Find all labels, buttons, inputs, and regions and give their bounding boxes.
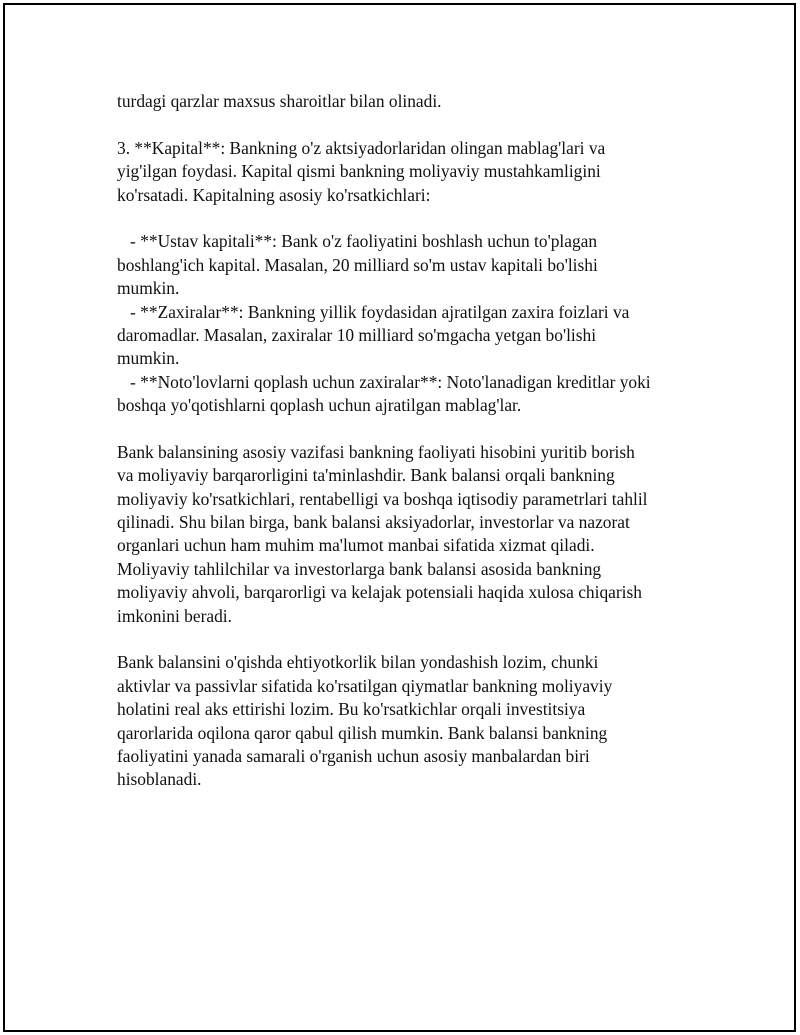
text-line: aktivlar va passivlar sifatida ko'rsatilgan qiymatlar bankning moliyaviy bbox=[117, 675, 613, 696]
text-line: boshlang'ich kapital. Masalan, 20 milliard so'm ustav kapitali bo'lishi bbox=[117, 254, 598, 275]
text-line: qarorlarida oqilona qaror qabul qilish mumkin. Bank balansi bankning bbox=[117, 722, 608, 743]
text-line: - **Zaxiralar**: Bankning yillik foydasidan ajratilgan zaxira foizlari va bbox=[117, 301, 630, 322]
text-line: turdagi qarzlar maxsus sharoitlar bilan olinadi. bbox=[117, 91, 442, 111]
text-line: mumkin. bbox=[117, 348, 180, 369]
text-line: Bank balansining asosiy vazifasi bankning faoliyati hisobini yuritib borish bbox=[117, 441, 635, 462]
text-line: va moliyaviy barqarorligini ta'minlashdir. Bank balansi orqali bankning bbox=[117, 465, 615, 486]
text-line: boshqa yo'qotishlarni qoplash uchun ajratilgan mablag'lar. bbox=[117, 395, 522, 416]
text-line: holatini real aks ettirishi lozim. Bu ko'rsatkichlar orqali investitsiya bbox=[117, 699, 586, 720]
text-line: mumkin. bbox=[117, 278, 180, 299]
text-line: moliyaviy ko'rsatkichlari, rentabelligi va boshqa iqtisodiy parametrlari tahlil bbox=[117, 488, 648, 509]
document-body bbox=[117, 90, 697, 792]
text-line: qilinadi. Shu bilan birga, bank balansi aksiyadorlar, investorlar va nazorat bbox=[117, 512, 630, 533]
text-line: imkonini beradi. bbox=[117, 605, 232, 626]
text-line: ko'rsatadi. Kapitalning asosiy ko'rsatkichlari: bbox=[117, 184, 431, 205]
text-line: Moliyaviy tahlilchilar va investorlarga bank balansi asosida bankning bbox=[117, 558, 602, 579]
text-line bbox=[117, 628, 697, 651]
text-line bbox=[117, 113, 697, 136]
text-line: daromadlar. Masalan, zaxiralar 10 milliard so'mgacha yetgan bo'lishi bbox=[117, 324, 597, 345]
text-line: hisoblanadi. bbox=[117, 769, 202, 790]
text-line: faoliyatini yanada samarali o'rganish uchun asosiy manbalardan biri bbox=[117, 745, 590, 766]
text-line: yig'ilgan foydasi. Kapital qismi bankning moliyaviy mustahkamligini bbox=[117, 161, 601, 182]
text-line: organlari uchun ham muhim ma'lumot manbai sifatida xizmat qiladi. bbox=[117, 535, 595, 556]
text-line: Bank balansini o'qishda ehtiyotkorlik bilan yondashish lozim, chunki bbox=[117, 652, 599, 673]
text-line: moliyaviy ahvoli, barqarorligi va kelajak potensiali haqida xulosa chiqarish bbox=[117, 582, 642, 603]
text-line: 3. **Kapital**: Bankning o'z aktsiyadorlaridan olingan mablag'lari va bbox=[117, 137, 606, 158]
text-line: - **Ustav kapitali**: Bank o'z faoliyatini boshlash uchun to'plagan bbox=[117, 231, 598, 252]
text-line: - **Noto'lovlarni qoplash uchun zaxiralar**: Noto'lanadigan kreditlar yoki bbox=[117, 371, 651, 392]
text-line bbox=[117, 417, 697, 440]
text-line bbox=[117, 207, 697, 230]
